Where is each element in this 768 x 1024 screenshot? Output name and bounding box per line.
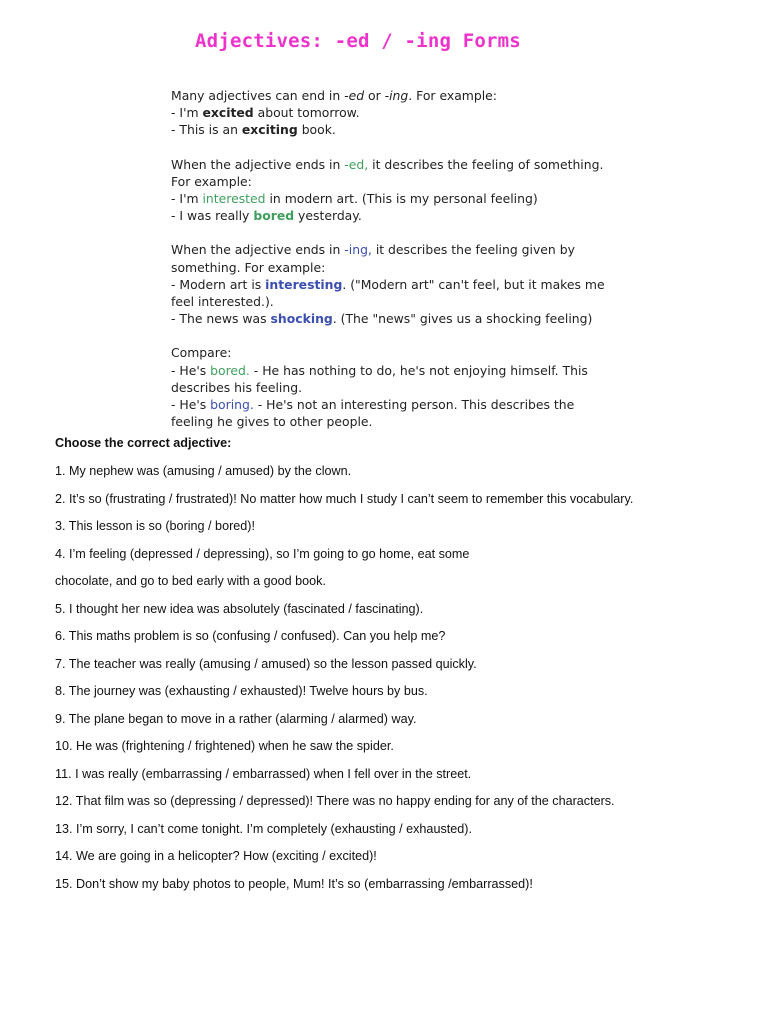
ing-paragraph: [171, 241, 631, 327]
compare-line-1: Compare:: [171, 345, 232, 361]
exercise-item: 4. I’m feeling (depressed / depressing), so I’m going to go home, eat some: [55, 546, 470, 561]
compare-paragraph: [171, 344, 631, 430]
ing-line-4: feel interested.).: [171, 294, 274, 310]
ing-line-2: something. For example:: [171, 259, 326, 275]
exercise-item: 2. It’s so (frustrating / frustrated)! No matter how much I study I can’t seem to remember this vocabulary.: [55, 491, 634, 506]
ing-line-1: When the adjective ends in -ing, it describes the feeling given by: [171, 242, 575, 258]
exercise-item: 13. I’m sorry, I can’t come tonight. I’m completely (exhausting / exhausted).: [55, 821, 472, 836]
intro-line-2: - I'm excited about tomorrow.: [171, 105, 360, 121]
ed-line-1: When the adjective ends in -ed, it describes the feeling of something.: [171, 156, 604, 172]
exercise-item: 5. I thought her new idea was absolutely (fascinated / fascinating).: [55, 601, 424, 616]
exercise-item: 8. The journey was (exhausting / exhausted)! Twelve hours by bus.: [55, 684, 428, 698]
ed-paragraph: [171, 156, 631, 225]
exercise-item: 1. My nephew was (amusing / amused) by the clown.: [55, 464, 352, 478]
ed-line-4: - I was really bored yesterday.: [171, 208, 362, 224]
ed-line-2: For example:: [171, 173, 252, 189]
compare-line-4: - He's boring. - He's not an interesting person. This describes the: [171, 397, 575, 413]
intro-paragraph: [171, 87, 631, 139]
exercise-item: 7. The teacher was really (amusing / amused) so the lesson passed quickly.: [55, 656, 477, 671]
page-title: Adjectives: -ed / -ing Forms: [195, 30, 521, 52]
intro-line-1: Many adjectives can end in -ed or -ing. For example:: [171, 88, 497, 103]
explanation-image: [171, 87, 631, 447]
intro-line-3: - This is an exciting book.: [171, 122, 336, 138]
compare-line-3: describes his feeling.: [171, 379, 303, 395]
exercise-heading: Choose the correct adjective:: [55, 436, 232, 450]
compare-line-2: - He's bored. - He has nothing to do, he's not enjoying himself. This: [171, 362, 588, 378]
exercise-item: 11. I was really (embarrassing / embarrassed) when I fell over in the street.: [55, 766, 472, 781]
exercise-item: 15. Don’t show my baby photos to people, Mum! It’s so (embarrassing /embarrassed)!: [55, 876, 533, 891]
exercise-item: 12. That film was so (depressing / depressed)! There was no happy ending for any of the characters.: [55, 794, 615, 808]
exercise-item: 10. He was (frightening / frightened) when he saw the spider.: [55, 739, 394, 753]
exercise-item: 14. We are going in a helicopter? How (exciting / excited)!: [55, 849, 377, 863]
exercise-item: 3. This lesson is so (boring / bored)!: [55, 519, 255, 533]
ed-line-3: - I'm interested in modern art. (This is my personal feeling): [171, 191, 538, 207]
exercise-section: [55, 433, 745, 901]
exercise-item: 9. The plane began to move in a rather (alarming / alarmed) way.: [55, 711, 417, 726]
compare-line-5: feeling he gives to other people.: [171, 414, 373, 430]
exercise-item: 6. This maths problem is so (confusing / confused). Can you help me?: [55, 629, 446, 643]
exercise-item-continuation: chocolate, and go to bed early with a good book.: [55, 574, 326, 588]
ing-line-3: - Modern art is interesting. ("Modern art" can't feel, but it makes me: [171, 276, 605, 292]
ing-line-5: - The news was shocking. (The "news" gives us a shocking feeling): [171, 311, 593, 327]
